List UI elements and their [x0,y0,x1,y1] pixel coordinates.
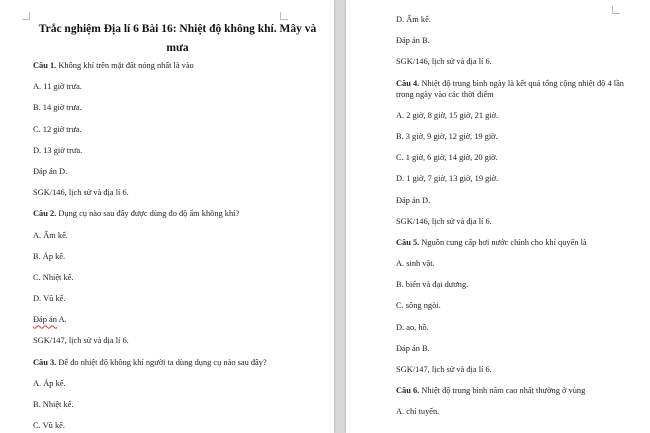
question-3 [33,357,322,368]
question-text: Nhiệt độ trung bình năm cao nhất thường ở vùng [419,386,586,396]
source-reference: SGK/146, lịch sử và địa lí 6. [396,216,492,226]
option-c: C. sông ngòi. [396,301,441,311]
option-d: D. Ẩm kế. [396,15,431,24]
document-page-right [346,0,650,433]
source-reference: SGK/146, lịch sử và địa lí 6. [396,57,492,67]
question-text: Nhiệt độ trung bình ngày là kết quả tổng cộng nhiệt độ 4 lần trong ngày vào các thời điểm [396,78,624,99]
option-d: D. 1 giờ, 7 giờ, 13 giờ, 19 giờ. [396,174,499,184]
option-a: A. Ẩm kế. [33,230,68,240]
question-text: Để đo nhiệt độ không khí người ta dùng dụng cụ nào sau đây? [56,357,267,367]
answer: Đáp án D. [396,195,431,205]
margin-corner-mark [280,12,288,20]
option-a: A. sinh vật. [396,259,435,269]
option-c: C. Nhiệt kế. [33,272,74,282]
question-5 [396,237,624,248]
page-content [33,20,322,433]
option-b: B. Áp kế. [33,251,66,261]
question-text: Dụng cụ nào sau đây được dùng đo độ ẩm không khí? [56,209,240,219]
answer [33,314,322,325]
source-reference: SGK/146, lịch sử và địa lí 6. [33,188,129,198]
question-label: Câu 2. [33,209,57,219]
document-title: Trắc nghiệm Địa lí 6 Bài 16: Nhiệt độ không khí. Mây và mưa [38,23,317,54]
question-label: Câu 1. [33,61,57,70]
answer: Đáp án D. [33,166,68,176]
answer-letter: A. [56,315,67,325]
option-b: B. Nhiệt kế. [33,400,74,409]
option-c: C. Vũ kế. [33,421,65,431]
question-label: Câu 5. [396,237,420,247]
option-b: B. 3 giờ, 9 giờ, 12 giờ, 19 giờ. [396,131,498,141]
page-content [396,14,624,428]
option-a: A. 2 giờ, 8 giờ, 15 giờ, 21 giờ. [396,110,499,120]
option-b: B. biển và đại dương. [396,280,469,290]
question-2 [33,208,322,219]
answer: Đáp án B. [396,343,430,353]
question-label: Câu 6. [396,386,420,396]
question-6 [396,385,624,396]
option-a: A. 11 giờ trưa. [33,82,82,92]
option-d: D. Vũ kế. [33,294,66,304]
option-d: D. 13 giờ trưa. [33,145,83,155]
option-b: B. 14 giờ trưa. [33,103,82,113]
option-d: D. ao, hồ. [396,322,429,332]
question-4 [396,78,624,100]
option-a: A. Áp kế. [33,378,66,388]
option-c: C. 1 giờ, 6 giờ, 14 giờ, 20 giờ. [396,153,498,163]
question-text: Không khí trên mặt đất nóng nhất là vào [56,61,194,70]
source-reference: SGK/147, lịch sử và địa lí 6. [396,365,492,374]
source-reference: SGK/147, lịch sử và địa lí 6. [33,336,129,346]
question-text: Nguồn cung cấp hơi nước chính cho khí quyển là [419,237,587,247]
question-label: Câu 4. [396,78,420,88]
margin-corner-mark [22,12,30,20]
answer: Đáp án B. [396,36,430,46]
margin-corner-mark [612,6,620,14]
spellcheck-underlined-word[interactable]: Đáp án [33,315,57,325]
option-c: C. 12 giờ trưa. [33,124,82,134]
question-label: Câu 3. [33,357,57,367]
option-a: A. chí tuyến. [396,407,440,417]
question-1 [33,60,322,71]
